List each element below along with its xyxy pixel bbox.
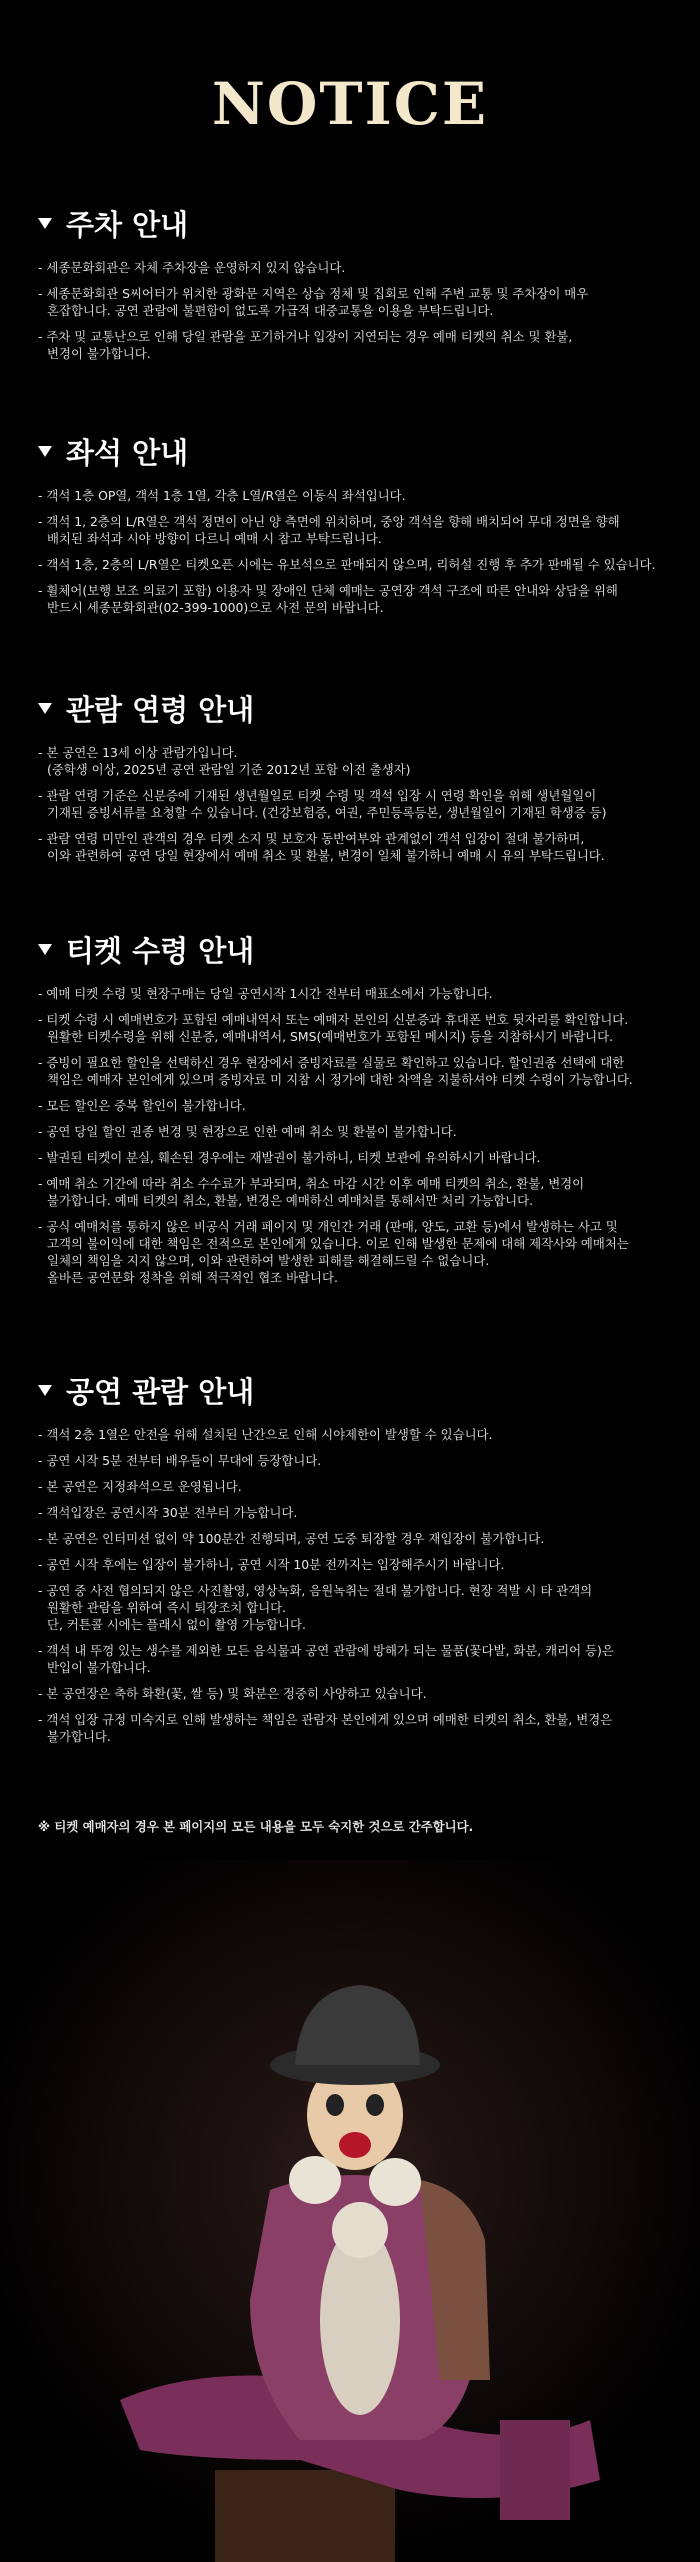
triangle-down-icon	[38, 446, 52, 457]
triangle-down-icon	[38, 944, 52, 955]
section-parking	[38, 203, 668, 371]
list-item: - 휠체어(보행 보조 의료기 포함) 이용자 및 장애인 단체 예매는 공연장 객석 구조에 따른 안내와 상담을 위해 반드시 세종문화회관(02-399-1000)으로 사전 문의 바랍니다.	[38, 583, 618, 615]
list-item: - 본 공연은 13세 이상 관람가입니다. (중학생 이상, 2025년 공연 관람일 기준 2012년 포함 이전 출생자)	[38, 745, 411, 777]
list-item: - 객석 1, 2층의 L/R열은 객석 정면이 아닌 양 측면에 위치하며, 중앙 객석을 향해 배치되어 무대 정면을 향해 배치된 좌석과 시야 방향이 다르니 예매 시 참고 부탁드립니다.	[38, 514, 620, 546]
list-item: - 관람 연령 기준은 신분증에 기재된 생년월일로 티켓 수령 및 객석 입장 시 연령 확인을 위해 생년월일이 기재된 증빙서류를 요청할 수 있습니다. (건강보험증, 여권, 주민등록등본, 생년월일이 기재된 학생증 등)	[38, 788, 607, 820]
list-item: - 본 공연은 인터미션 없이 약 100분간 진행되며, 공연 도중 퇴장할 경우 재입장이 불가합니다.	[38, 1531, 545, 1546]
list-item: - 주차 및 교통난으로 인해 당일 관람을 포기하거나 입장이 지연되는 경우 예매 티켓의 취소 및 환불, 변경이 불가합니다.	[38, 329, 573, 361]
list-item: - 공연 당일 할인 권종 변경 및 현장으로 인한 예매 취소 및 환불이 불가합니다.	[38, 1124, 457, 1139]
section-title: 좌석 안내	[66, 435, 189, 470]
section-header	[38, 929, 668, 969]
section-title: 공연 관람 안내	[66, 1374, 255, 1409]
performer-photo	[0, 1860, 700, 2562]
list-item: - 세종문화회관 S씨어터가 위치한 광화문 지역은 상습 정체 및 집회로 인해 주변 교통 및 주차장이 매우 혼잡합니다. 공연 관람에 불편함이 없도록 가급적 대중교통을 이용을 부탁드립니다.	[38, 286, 589, 318]
list-item: - 본 공연장은 축하 화환(꽃, 쌀 등) 및 화분은 정중히 사양하고 있습니다.	[38, 1686, 427, 1701]
section-header	[38, 431, 668, 471]
list-item: - 객석 2층 1열은 안전을 위해 설치된 난간으로 인해 시야제한이 발생할 수 있습니다.	[38, 1427, 493, 1442]
triangle-down-icon	[38, 218, 52, 229]
list-item: - 세종문화회관은 자체 주차장을 운영하지 있지 않습니다.	[38, 260, 346, 275]
list-item: - 객석 입장 규정 미숙지로 인해 발생하는 책임은 관람자 본인에게 있으며 예매한 티켓의 취소, 환불, 변경은 불가합니다.	[38, 1712, 613, 1744]
list-item: - 객석 내 뚜껑 있는 생수를 제외한 모든 음식물과 공연 관람에 방해가 되는 물품(꽃다발, 화분, 캐리어 등)은 반입이 불가합니다.	[38, 1643, 614, 1675]
list-item: - 증빙이 필요한 할인을 선택하신 경우 현장에서 증빙자료를 실물로 확인하고 있습니다. 할인권종 선택에 대한 책임은 예매자 본인에게 있으며 증빙자료 미 지참 시 정가에 대한 차액을 지불하셔야 티켓 수령이 가능합니다.	[38, 1055, 633, 1087]
section-seats	[38, 431, 668, 625]
section-viewing	[38, 1370, 668, 1754]
list-item: - 본 공연은 지정좌석으로 운영됩니다.	[38, 1479, 242, 1494]
list-item: - 공연 시작 후에는 입장이 불가하니, 공연 시작 10분 전까지는 입장해주시기 바랍니다.	[38, 1557, 505, 1572]
list-item: - 예매 취소 기간에 따라 취소 수수료가 부과되며, 취소 마감 시간 이후 예매 티켓의 취소, 환불, 변경이 불가합니다. 예매 티켓의 취소, 환불, 변경은 예매하신 예매처를 통해서만 처리 가능합니다.	[38, 1176, 585, 1208]
list-item: - 공연 중 사전 협의되지 않은 사진촬영, 영상녹화, 음원녹취는 절대 불가합니다. 현장 적발 시 타 관객의 원활한 관람을 위하여 즉시 퇴장조치 합니다. 단, 커튼콜 시에는 플래시 없이 촬영 가능합니다.	[38, 1583, 593, 1632]
list-item: - 공식 예매처를 통하지 않은 비공식 거래 페이지 및 개인간 거래 (판매, 양도, 교환 등)에서 발생하는 사고 및 고객의 불이익에 대한 책임은 전적으로 본인에게 있습니다. 이로 인해 발생한 문제에 대해 제작사와 예매처는 일체의 책임을 지지 않으며, 이와 관련하여 발생한 피해를 해결해드릴 수 없습니다. 올바른 공연문화 정착을 위해 적극적인 협조 바랍니다.	[38, 1219, 629, 1285]
section-title: 티켓 수령 안내	[66, 933, 255, 968]
section-header	[38, 1370, 668, 1410]
section-title: 관람 연령 안내	[66, 692, 255, 727]
list-item: - 객석 1층, 2층의 L/R열은 티켓오픈 시에는 유보석으로 판매되지 않으며, 리허설 진행 후 추가 판매될 수 있습니다.	[38, 557, 656, 572]
section-header	[38, 688, 668, 728]
list-item: - 관람 연령 미만인 관객의 경우 티켓 소지 및 보호자 동반여부와 관계없이 객석 입장이 절대 불가하며, 이와 관련하여 공연 당일 현장에서 예매 취소 및 환불, 변경이 일체 불가하니 예매 시 유의 부탁드립니다.	[38, 831, 605, 863]
list-item: - 발권된 티켓이 분실, 훼손된 경우에는 재발권이 불가하니, 티켓 보관에 유의하시기 바랍니다.	[38, 1150, 541, 1165]
footer-notice: ※ 티켓 예매자의 경우 본 페이지의 모든 내용을 모두 숙지한 것으로 간주합니다.	[38, 1819, 474, 1834]
triangle-down-icon	[38, 703, 52, 714]
list-item: - 공연 시작 5분 전부터 배우들이 무대에 등장합니다.	[38, 1453, 322, 1468]
triangle-down-icon	[38, 1385, 52, 1396]
list-item: - 티켓 수령 시 예매번호가 포함된 예매내역서 또는 예매자 본인의 신분증과 휴대폰 번호 뒷자리를 확인합니다. 원활한 티켓수령을 위해 신분증, 예매내역서, SMS(예매번호가 포함된 메시지) 등을 지참하시기 바랍니다.	[38, 1012, 629, 1044]
section-header	[38, 203, 668, 243]
section-title: 주차 안내	[66, 207, 189, 242]
section-ticket	[38, 929, 668, 1295]
page-title: NOTICE	[211, 70, 489, 138]
list-item: - 객석 1층 OP열, 객석 1층 1열, 각층 L열/R열은 이동식 좌석입니다.	[38, 488, 406, 503]
section-age	[38, 688, 668, 873]
list-item: - 객석입장은 공연시작 30분 전부터 가능합니다.	[38, 1505, 298, 1520]
list-item: - 모든 할인은 중복 할인이 불가합니다.	[38, 1098, 246, 1113]
list-item: - 예매 티켓 수령 및 현장구매는 당일 공연시작 1시간 전부터 매표소에서 가능합니다.	[38, 986, 493, 1001]
